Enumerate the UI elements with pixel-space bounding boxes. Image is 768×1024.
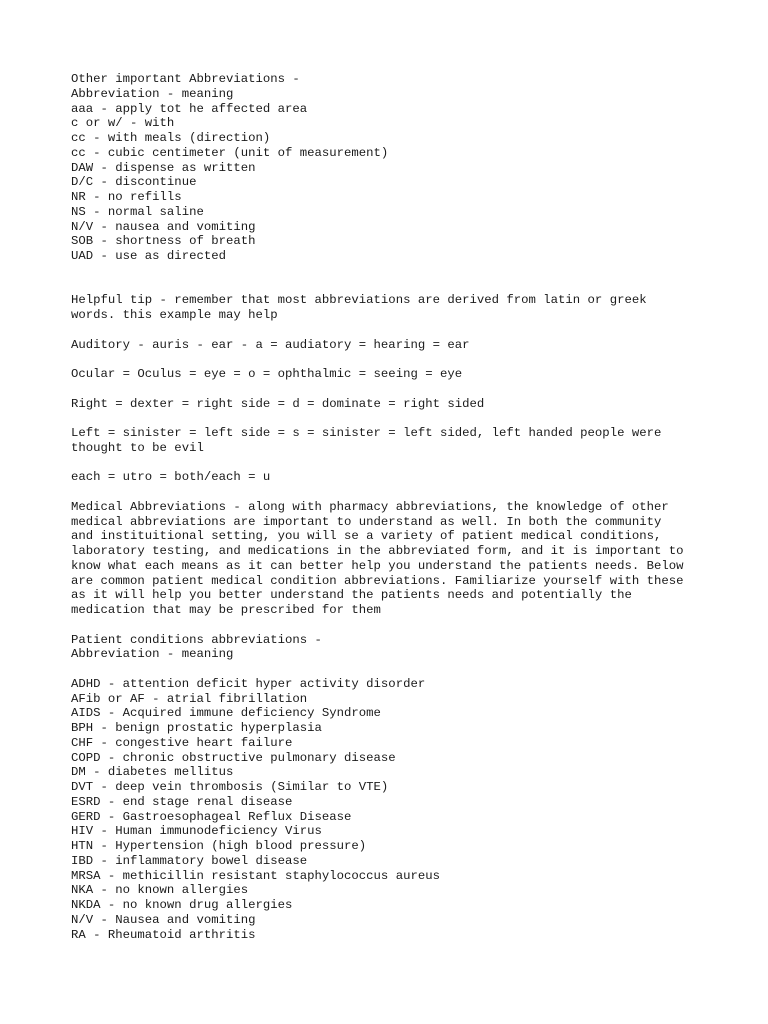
list-item: NKDA - no known drug allergies — [71, 898, 293, 912]
list-item: SOB - shortness of breath — [71, 234, 256, 249]
list-item: NR - no refills — [71, 190, 182, 204]
helpful-tip-text: Helpful tip - remember that most abbreviations are derived from latin or greek — [71, 293, 647, 308]
column-heading: Abbreviation - meaning — [71, 86, 234, 101]
list-item: c or w/ - with — [71, 116, 175, 131]
each-example: each = utro = both/each = u — [71, 470, 271, 485]
section-heading: Other important Abbreviations - — [71, 72, 300, 86]
list-item: HIV - Human immunodeficiency Virus — [71, 824, 322, 839]
list-item: MRSA - methicillin resistant staphylococcus aureus — [71, 868, 440, 883]
column-heading: Abbreviation - meaning — [71, 647, 234, 662]
list-item: UAD - use as directed — [71, 249, 226, 263]
list-item: IBD - inflammatory bowel disease — [71, 853, 308, 868]
list-item: ADHD - attention deficit hyper activity disorder — [71, 676, 426, 691]
list-item: cc - cubic centimeter (unit of measurement) — [71, 145, 389, 160]
list-item: N/V - Nausea and vomiting — [71, 912, 256, 927]
list-item: AFib or AF - atrial fibrillation — [71, 691, 308, 706]
list-item: cc - with meals (direction) — [71, 131, 271, 145]
document-page — [71, 72, 731, 942]
paragraph-line: Medical Abbreviations - along with pharmacy abbreviations, the knowledge of other — [71, 499, 669, 514]
list-item: N/V - nausea and vomiting — [71, 219, 256, 234]
list-item: AIDS - Acquired immune deficiency Syndrome — [71, 706, 381, 721]
list-item: RA - Rheumatoid arthritis — [71, 927, 256, 942]
left-example: thought to be evil — [71, 440, 204, 455]
patient-conditions-section — [71, 633, 731, 943]
list-item: HTN - Hypertension (high blood pressure) — [71, 839, 367, 853]
list-item: COPD - chronic obstructive pulmonary disease — [71, 750, 396, 765]
medical-abbreviations-paragraph — [71, 500, 731, 618]
list-item: NS - normal saline — [71, 204, 204, 219]
paragraph-line: laboratory testing, and medications in the abbreviated form, and it is important to — [71, 544, 684, 558]
helpful-tip-text: words. this example may help — [71, 308, 278, 322]
auditory-example: Auditory - auris - ear - a = audiatory = hearing = ear — [71, 337, 470, 352]
list-item: GERD - Gastroesophageal Reflux Disease — [71, 809, 352, 824]
left-example: Left = sinister = left side = s = sinister = left sided, left handed people were — [71, 426, 662, 440]
list-item: CHF - congestive heart failure — [71, 735, 293, 750]
paragraph-line: and instituitional setting, you will se a variety of patient medical conditions, — [71, 529, 662, 544]
helpful-tips-section — [71, 293, 731, 485]
section-heading: Patient conditions abbreviations - — [71, 632, 322, 647]
other-abbreviations-section — [71, 72, 731, 264]
paragraph-line: as it will help you better understand the patients needs and potentially the — [71, 588, 632, 603]
list-item: BPH - benign prostatic hyperplasia — [71, 721, 322, 735]
paragraph-line: medical abbreviations are important to understand as well. In both the community — [71, 514, 662, 529]
list-item: aaa - apply tot he affected area — [71, 101, 308, 116]
list-item: DVT - deep vein thrombosis (Similar to VTE) — [71, 780, 389, 794]
list-item: DM - diabetes mellitus — [71, 765, 234, 780]
list-item: ESRD - end stage renal disease — [71, 794, 293, 809]
ocular-example: Ocular = Oculus = eye = o = ophthalmic = seeing = eye — [71, 367, 463, 381]
list-item: NKA - no known allergies — [71, 883, 249, 898]
paragraph-line: know what each means as it can better help you understand the patients needs. Below — [71, 558, 684, 573]
paragraph-line: are common patient medical condition abbreviations. Familiarize yourself with these — [71, 573, 684, 588]
paragraph-line: medication that may be prescribed for them — [71, 603, 381, 617]
right-example: Right = dexter = right side = d = dominate = right sided — [71, 396, 485, 411]
list-item: DAW - dispense as written — [71, 160, 256, 175]
list-item: D/C - discontinue — [71, 175, 197, 190]
